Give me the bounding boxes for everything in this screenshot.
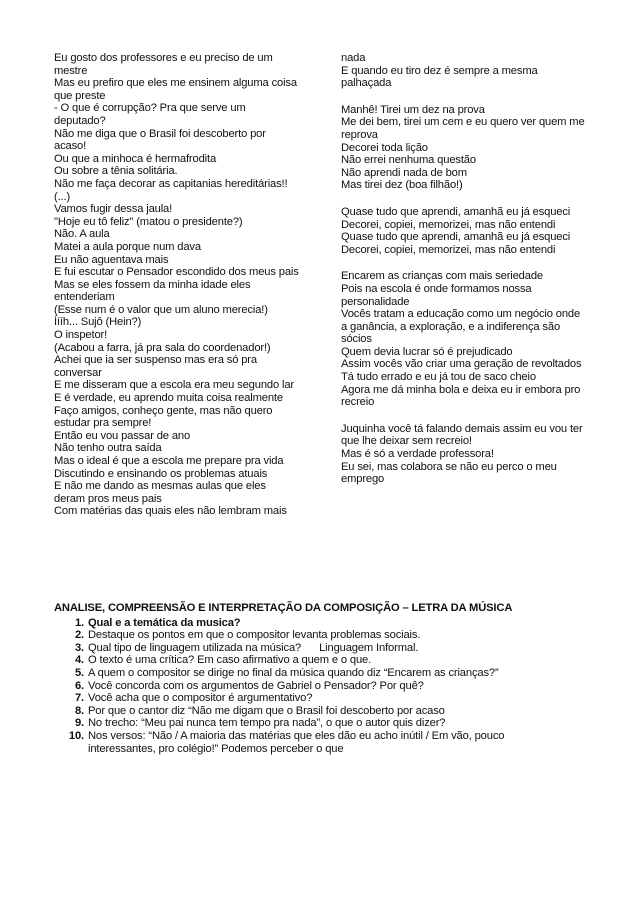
lyric-line: (Esse num é o valor que um aluno merecia!) <box>54 303 268 316</box>
lyric-line: O inspetor! <box>54 329 108 342</box>
lyric-line: Juquinha você tá falando demais assim eu vou ter <box>341 422 583 435</box>
lyric-line: (Acabou a farra, já pra sala do coordenador!) <box>54 341 271 354</box>
question-prompt: A quem o compositor se dirige no final da música quando diz “Encarem as crianças?” <box>88 666 499 679</box>
question-item <box>54 654 624 667</box>
lyric-stanza <box>341 104 613 192</box>
lyric-line: nada <box>341 52 366 64</box>
question-item <box>54 667 624 680</box>
lyric-line: Achei que ia ser suspenso mas era só pra <box>54 354 257 367</box>
lyric-line: Eu gosto dos professores e eu preciso de um <box>54 52 273 64</box>
lyric-line: deram pros meus pais <box>54 492 162 505</box>
question-text <box>88 642 624 655</box>
lyric-line: Não. A aula <box>54 228 110 241</box>
lyric-line: Tá tudo errado e eu já tou de saco cheio <box>341 371 536 384</box>
question-number: 5. <box>74 666 84 679</box>
lyric-line: Com matérias das quais eles não lembram mais <box>54 505 287 518</box>
question-item <box>54 705 624 718</box>
question-text-wrap <box>88 705 624 718</box>
lyric-line: que lhe deixar sem recreio! <box>341 435 472 448</box>
lyric-line: (...) <box>54 190 71 203</box>
question-text <box>88 705 624 718</box>
question-number: 8. <box>74 704 84 717</box>
stanza-spacer <box>341 256 613 270</box>
lyric-line: Então eu vou passar de ano <box>54 429 191 442</box>
questions-section <box>54 602 624 755</box>
question-item <box>54 629 624 642</box>
question-text-wrap <box>88 692 624 705</box>
lyric-line: Quem devia lucrar só é prejudicado <box>341 345 513 358</box>
lyric-line: Faço amigos, conheço gente, mas não quero <box>54 404 273 417</box>
question-text-wrap <box>88 717 624 730</box>
lyric-line: Não errei nenhuma questão <box>341 154 476 167</box>
question-prompt: Qual e a temática da musica? <box>88 616 241 629</box>
lyric-line: Não me diga que o Brasil foi descoberto por <box>54 127 266 140</box>
lyric-line: Encarem as crianças com mais seriedade <box>341 270 543 283</box>
lyric-line: Quase tudo que aprendi, amanhã eu já esqueci <box>341 231 571 244</box>
lyric-line: Mas o ideal é que a escola me prepare pra vida <box>54 455 284 467</box>
lyric-stanza <box>341 423 613 486</box>
question-prompt: Você concorda com os argumentos de Gabriel o Pensador? Por quê? <box>88 679 424 692</box>
question-number: 9. <box>74 717 84 730</box>
question-text-wrap <box>88 730 624 755</box>
lyric-line: estudar pra sempre! <box>54 417 152 430</box>
lyric-line: Íííh... Sujô (Hein?) <box>54 316 142 329</box>
question-text-wrap <box>88 680 624 693</box>
question-prompt: O texto é uma crítica? Em caso afirmativo a quem e o que. <box>88 654 372 667</box>
question-text <box>88 692 624 705</box>
lyric-stanza <box>341 52 613 90</box>
lyric-line: - O que é corrupção? Pra que serve um <box>54 102 246 115</box>
question-number: 2. <box>74 629 84 642</box>
lyric-line: a ganância, a exploração, e a indiferença são <box>341 320 561 333</box>
lyric-line: E fui escutar o Pensador escondido dos meus pais <box>54 266 299 279</box>
lyric-stanza <box>341 270 613 409</box>
question-prompt: No trecho: “Meu pai nunca tem tempo pra nada”, o que o autor quis dizer? <box>88 717 446 730</box>
question-prompt: Destaque os pontos em que o compositor levanta problemas sociais. <box>88 629 421 642</box>
question-text-continued: interessantes, pro colégio!” Podemos perceber o que <box>88 742 344 755</box>
section-title: ANALISE, COMPREENSÃO E INTERPRETAÇÃO DA COMPOSIÇÃO – LETRA DA MÚSICA <box>54 602 513 614</box>
question-text <box>88 629 624 642</box>
lyric-line: conversar <box>54 366 102 379</box>
lyric-line: sócios <box>341 333 372 346</box>
lyric-line: Mas tirei dez (boa filhão!) <box>341 179 463 192</box>
question-text <box>88 717 624 730</box>
lyrics-left-column <box>54 52 326 518</box>
question-text <box>88 617 624 630</box>
lyric-line: Agora me dá minha bola e deixa eu ir embora pro <box>341 383 581 396</box>
lyric-line: Mas é só a verdade professora! <box>341 448 494 461</box>
lyric-line: que preste <box>54 89 106 102</box>
lyric-line: emprego <box>341 473 385 486</box>
lyric-line: acaso! <box>54 140 87 153</box>
lyric-line: palhaçada <box>341 77 392 90</box>
lyric-line: Me dei bem, tirei um cem e eu quero ver quem me <box>341 116 585 129</box>
lyric-line: Vocês tratam a educação como um negócio onde <box>341 308 581 321</box>
lyric-line: Não me faça decorar as capitanias hereditárias!! <box>54 177 288 190</box>
lyric-line: Assim vocês vão criar uma geração de revoltados <box>341 358 582 371</box>
lyric-line: Ou sobre a tênia solitária. <box>54 165 178 178</box>
question-number: 7. <box>74 692 84 705</box>
question-text-wrap <box>88 642 624 655</box>
question-number: 6. <box>74 679 84 692</box>
stanza-spacer <box>341 409 613 423</box>
question-prompt: Nos versos: “Não / A maioria das matérias que eles dão eu acho inútil / Em vão, pouco <box>88 729 505 742</box>
question-text-wrap <box>88 667 624 680</box>
lyric-stanza <box>341 206 613 256</box>
lyric-line: reprova <box>341 128 378 141</box>
lyric-line: Não tenho outra saída <box>54 442 162 455</box>
lyric-line: E me disseram que a escola era meu segundo lar <box>54 379 294 392</box>
lyric-line: E é verdade, eu aprendo muita coisa realmente <box>54 392 283 405</box>
question-answer: Linguagem Informal. <box>319 641 419 654</box>
lyric-line: Matei a aula porque num dava <box>54 240 201 253</box>
question-prompt: Por que o cantor diz “Não me digam que o Brasil foi descoberto por acaso <box>88 704 445 717</box>
question-text <box>88 730 624 743</box>
lyric-line: Decorei, copiei, memorizei, mas não entendi <box>341 243 556 256</box>
lyric-line: deputado? <box>54 114 106 127</box>
stanza-spacer <box>341 192 613 206</box>
question-text-wrap <box>88 629 624 642</box>
question-text-wrap <box>88 654 624 667</box>
lyric-line: Pois na escola é onde formamos nossa <box>341 282 532 295</box>
question-number: 3. <box>74 641 84 654</box>
question-text <box>88 680 624 693</box>
question-number: 10. <box>68 729 84 742</box>
lyric-line: Mas eu prefiro que eles me ensinem alguma coisa <box>54 77 297 90</box>
lyric-line: recreio <box>341 396 375 409</box>
lyric-line: E quando eu tiro dez é sempre a mesma <box>341 64 538 77</box>
lyric-line: Eu não aguentava mais <box>54 253 169 266</box>
lyric-line: Vamos fugir dessa jaula! <box>54 203 173 216</box>
lyric-line: Ou que a minhoca é hermafrodita <box>54 152 217 165</box>
lyric-line: Manhê! Tirei um dez na prova <box>341 103 485 116</box>
lyric-line: Eu sei, mas colabora se não eu perco o meu <box>341 460 557 473</box>
question-item <box>54 717 624 730</box>
question-text-wrap <box>88 617 624 630</box>
lyric-line: Quase tudo que aprendi, amanhã eu já esqueci <box>341 205 571 218</box>
question-prompt: Você acha que o compositor é argumentativo? <box>88 692 313 705</box>
lyric-line: entenderiam <box>54 291 115 304</box>
lyric-line: personalidade <box>341 295 410 308</box>
questions-list <box>54 617 624 756</box>
lyric-line: Decorei, copiei, memorizei, mas não entendi <box>341 218 556 231</box>
question-item <box>54 692 624 705</box>
question-item <box>54 680 624 693</box>
stanza-spacer <box>341 90 613 104</box>
lyric-line: Não aprendi nada de bom <box>341 166 467 179</box>
lyric-line: Discutindo e ensinando os problemas atuais <box>54 467 268 480</box>
lyric-line: E não me dando as mesmas aulas que eles <box>54 480 266 493</box>
question-text <box>88 667 624 680</box>
question-number: 4. <box>74 654 84 667</box>
question-text <box>88 654 624 667</box>
question-item <box>54 642 624 655</box>
lyrics-right-column <box>341 52 613 486</box>
lyric-line: Mas se eles fossem da minha idade eles <box>54 278 251 291</box>
question-item <box>54 617 624 630</box>
lyric-line: "Hoje eu tô feliz" (matou o presidente?) <box>54 215 243 228</box>
lyric-line: Decorei toda lição <box>341 141 428 154</box>
question-item <box>54 730 624 755</box>
question-number: 1. <box>74 616 84 629</box>
lyric-line: mestre <box>54 64 88 77</box>
question-prompt: Qual tipo de linguagem utilizada na música? <box>88 641 302 654</box>
